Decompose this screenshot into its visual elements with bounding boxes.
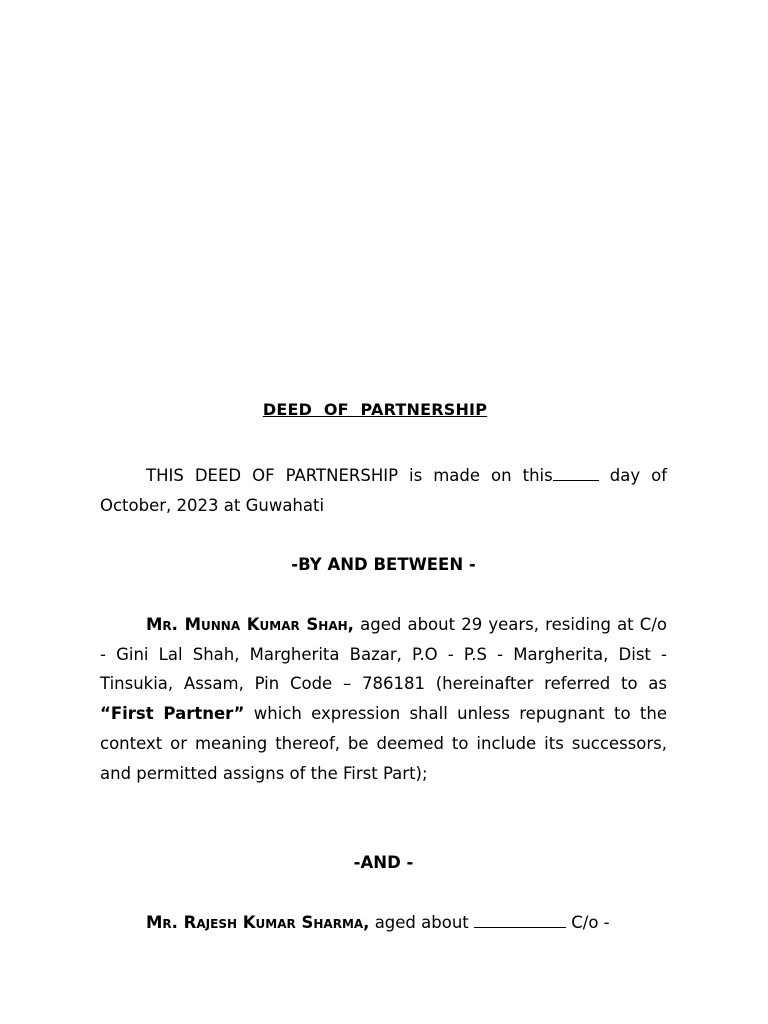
second-party-details-end: C/o - (566, 913, 610, 932)
first-partner-label: “First Partner” (100, 704, 245, 724)
first-party-name: Mr. Munna Kumar Shah, (146, 615, 354, 634)
by-and-between-heading: -BY AND BETWEEN - (291, 555, 476, 574)
second-party-paragraph (100, 908, 667, 938)
deed-title: DEED OF PARTNERSHIP (262, 400, 488, 419)
intro-paragraph (100, 461, 667, 520)
first-party-details: aged about 29 years, residing at C/o - Gini Lal Shah, Margherita Bazar, P.O - P.S - Margherita, Dist - Tinsukia, Assam, Pin Code – 786181 (hereinafter referred to as (100, 615, 667, 694)
first-party-paragraph (100, 610, 667, 788)
second-party-details: aged about (369, 913, 475, 932)
first-party-details-end: which expression shall unless repugnant to the context or meaning thereof, be deemed to include its successors, and permitted assigns of the First Part); (100, 704, 667, 783)
and-heading: -AND - (353, 853, 414, 872)
intro-text-end: day of October, 2023 at Guwahati (100, 466, 668, 515)
second-party-name: Mr. Rajesh Kumar Sharma, (146, 913, 370, 932)
age-blank (474, 913, 566, 928)
date-blank (553, 466, 599, 481)
intro-text: THIS DEED OF PARTNERSHIP is made on this (146, 466, 553, 485)
